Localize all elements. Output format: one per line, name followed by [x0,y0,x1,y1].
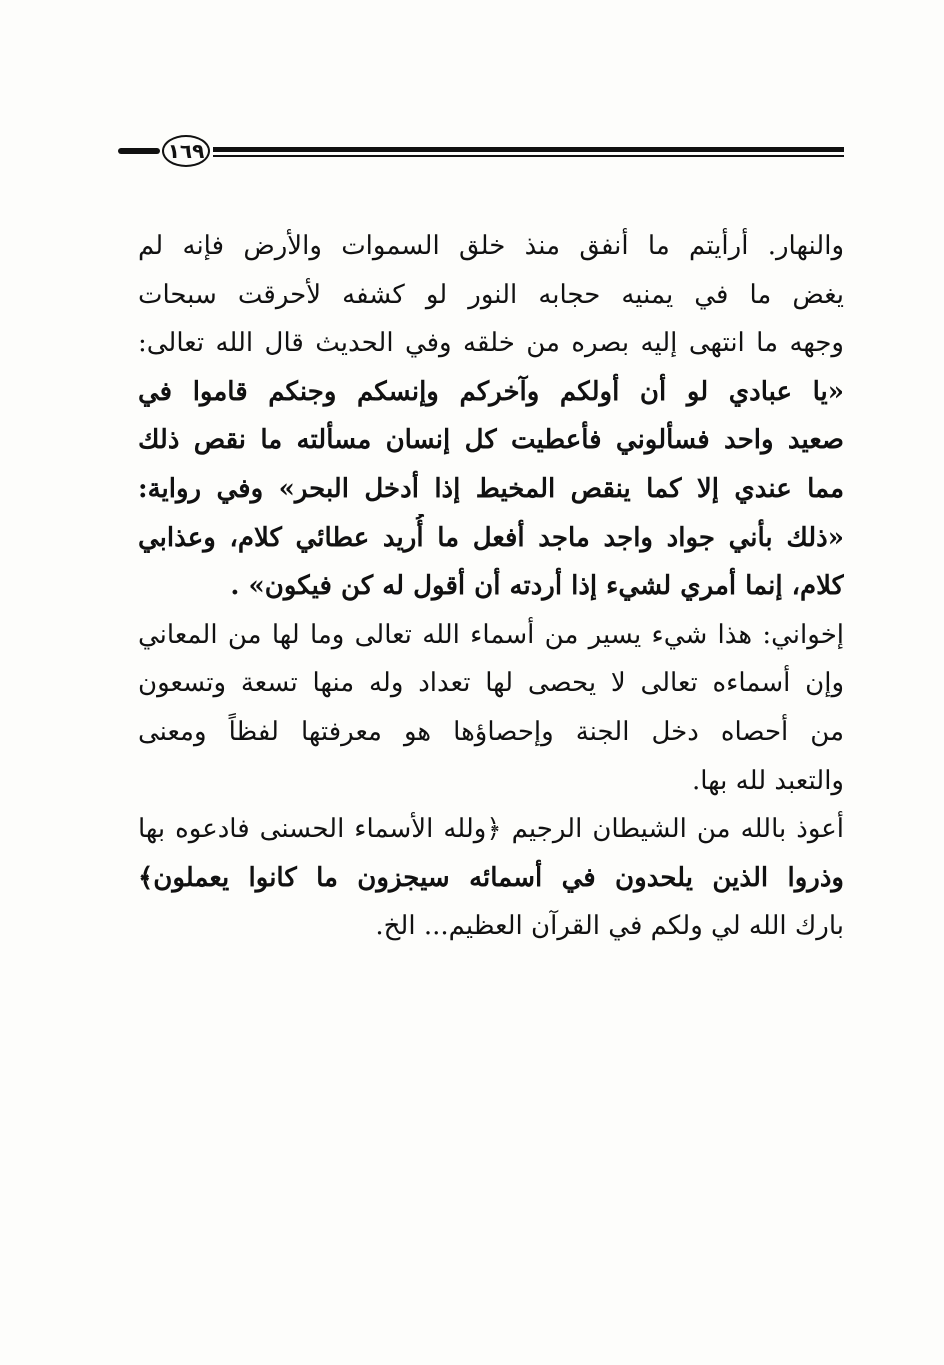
text-line: من أحصاه دخل الجنة وإحصاؤها هو معرفتها لفظاً ومعنى [138,716,844,747]
hadith-line: كلام، إنما أمري لشيء إذا أردته أن أقول له كن فيكون» . [230,571,844,602]
page-number: ١٦٩ [162,135,210,167]
body-text [138,222,844,951]
header-rule-left [118,148,160,154]
text-line: وإن أسماءه تعالى لا يحصى لها تعداد وله منها تسعة وتسعون [138,668,844,699]
quran-line: وذروا الذين يلحدون في أسمائه سيجزون ما كانوا يعملون﴾ [138,862,844,893]
hadith-line: «ذلك بأني جواد واجد ماجد أفعل ما أُريد عطائي كلام، وعذابي [138,522,844,553]
hadith-line: صعيد واحد فسألوني فأعطيت كل إنسان مسألته ما نقص ذلك [138,425,844,456]
page-header [118,135,844,175]
hadith-line: «يا عبادي لو أن أولكم وآخركم وإنسكم وجنكم قاموا في [138,376,844,407]
header-rule-thin [213,155,844,157]
text-line: والنهار. أرأيتم ما أنفق منذ خلق السموات والأرض فإنه لم [138,231,844,261]
text-line: يغض ما في يمنيه حجابه النور لو كشفه لأحرقت سبحات [138,279,844,310]
header-rule-thick [213,147,844,152]
text-line: أعوذ بالله من الشيطان الرجيم ﴿ولله الأسماء الحسنى فادعوه بها [138,814,844,845]
text-line: وجهه ما انتهى إليه بصره من خلقه وفي الحديث قال الله تعالى: [138,328,844,359]
hadith-line: مما عندي إلا كما ينقص المخيط إذا أدخل البحر» وفي رواية: [138,473,844,504]
text-line: والتعبد لله بها. [692,765,844,796]
text-line: بارك الله لي ولكم في القرآن العظيم... الخ. [375,911,844,942]
text-line: إخواني: هذا شيء يسير من أسماء الله تعالى وما لها من المعاني [138,619,844,650]
